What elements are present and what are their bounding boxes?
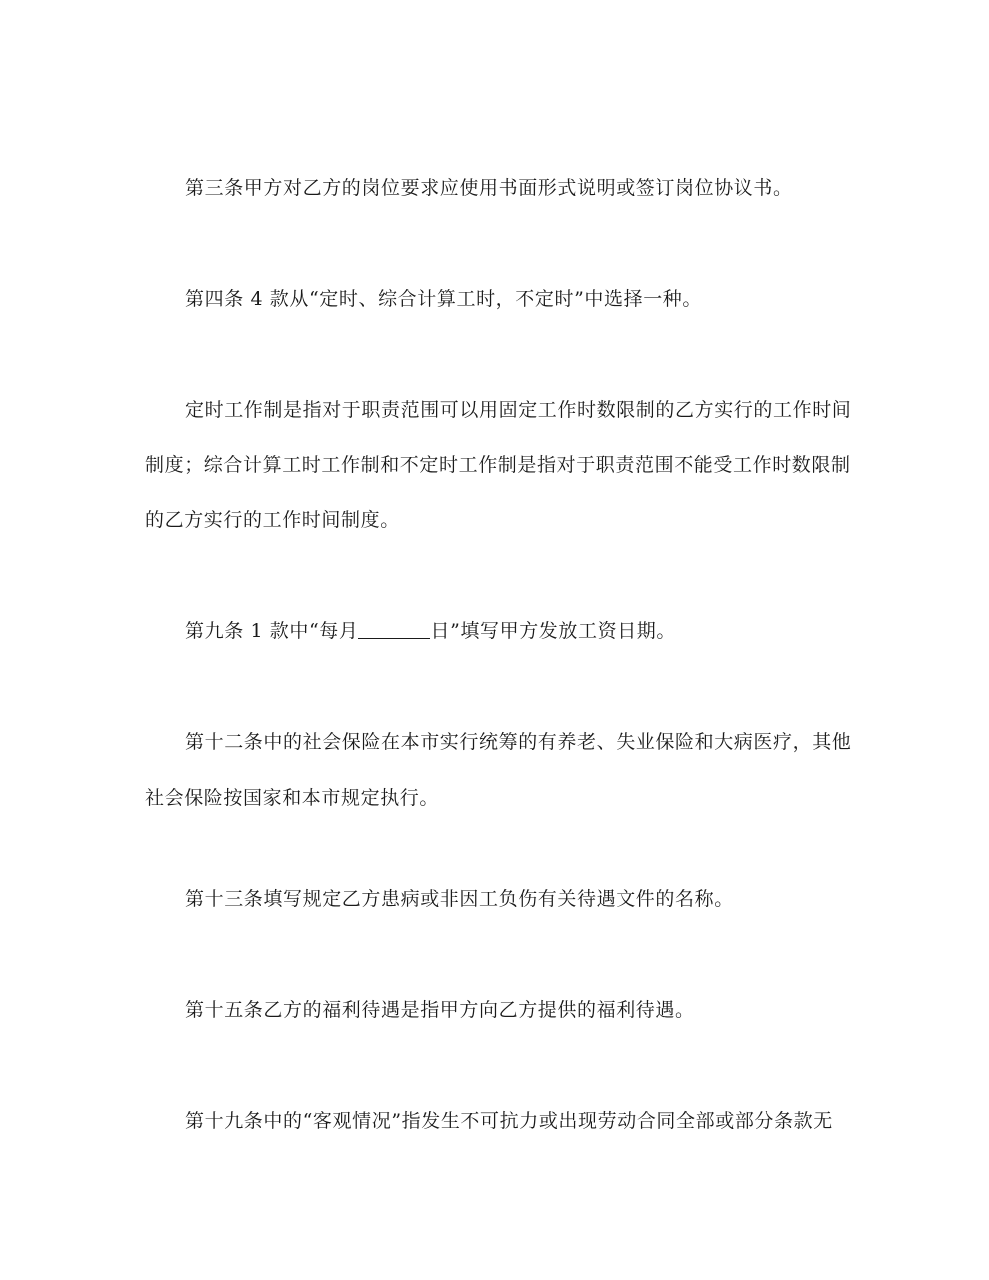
paragraph-definition-line-1: 定时工作制是指对于职责范围可以用固定工作时数限制的乙方实行的工作时间 bbox=[185, 399, 852, 421]
paragraph-article-15-line-1: 第十五条乙方的福利待遇是指甲方向乙方提供的福利待遇。 bbox=[185, 999, 695, 1021]
fill-in-blank-line bbox=[358, 620, 430, 639]
paragraph-article-19-line-1: 第十九条中的“客观情况”指发生不可抗力或出现劳动合同全部或部分条款无 bbox=[185, 1110, 833, 1132]
article-9-text-before-blank: 第九条 1 款中“每月 bbox=[185, 620, 359, 642]
paragraph-definition-line-2: 制度；综合计算工时工作制和不定时工作制是指对于职责范围不能受工作时数限制 bbox=[145, 454, 851, 476]
paragraph-article-12-line-2: 社会保险按国家和本市规定执行。 bbox=[145, 787, 440, 809]
paragraph-article-9-line-1 bbox=[185, 619, 845, 643]
paragraph-article-12-line-1: 第十二条中的社会保险在本市实行统筹的有养老、失业保险和大病医疗，其他 bbox=[185, 731, 852, 753]
paragraph-article-13-line-1: 第十三条填写规定乙方患病或非因工负伤有关待遇文件的名称。 bbox=[185, 888, 734, 910]
paragraph-article-3-line-1: 第三条甲方对乙方的岗位要求应使用书面形式说明或签订岗位协议书。 bbox=[185, 177, 793, 199]
paragraph-article-4-line-1: 第四条 4 款从“定时、综合计算工时，不定时”中选择一种。 bbox=[185, 288, 702, 310]
article-9-text-after-blank: 日”填写甲方发放工资日期。 bbox=[430, 620, 676, 642]
paragraph-definition-line-3: 的乙方实行的工作时间制度。 bbox=[145, 509, 400, 531]
